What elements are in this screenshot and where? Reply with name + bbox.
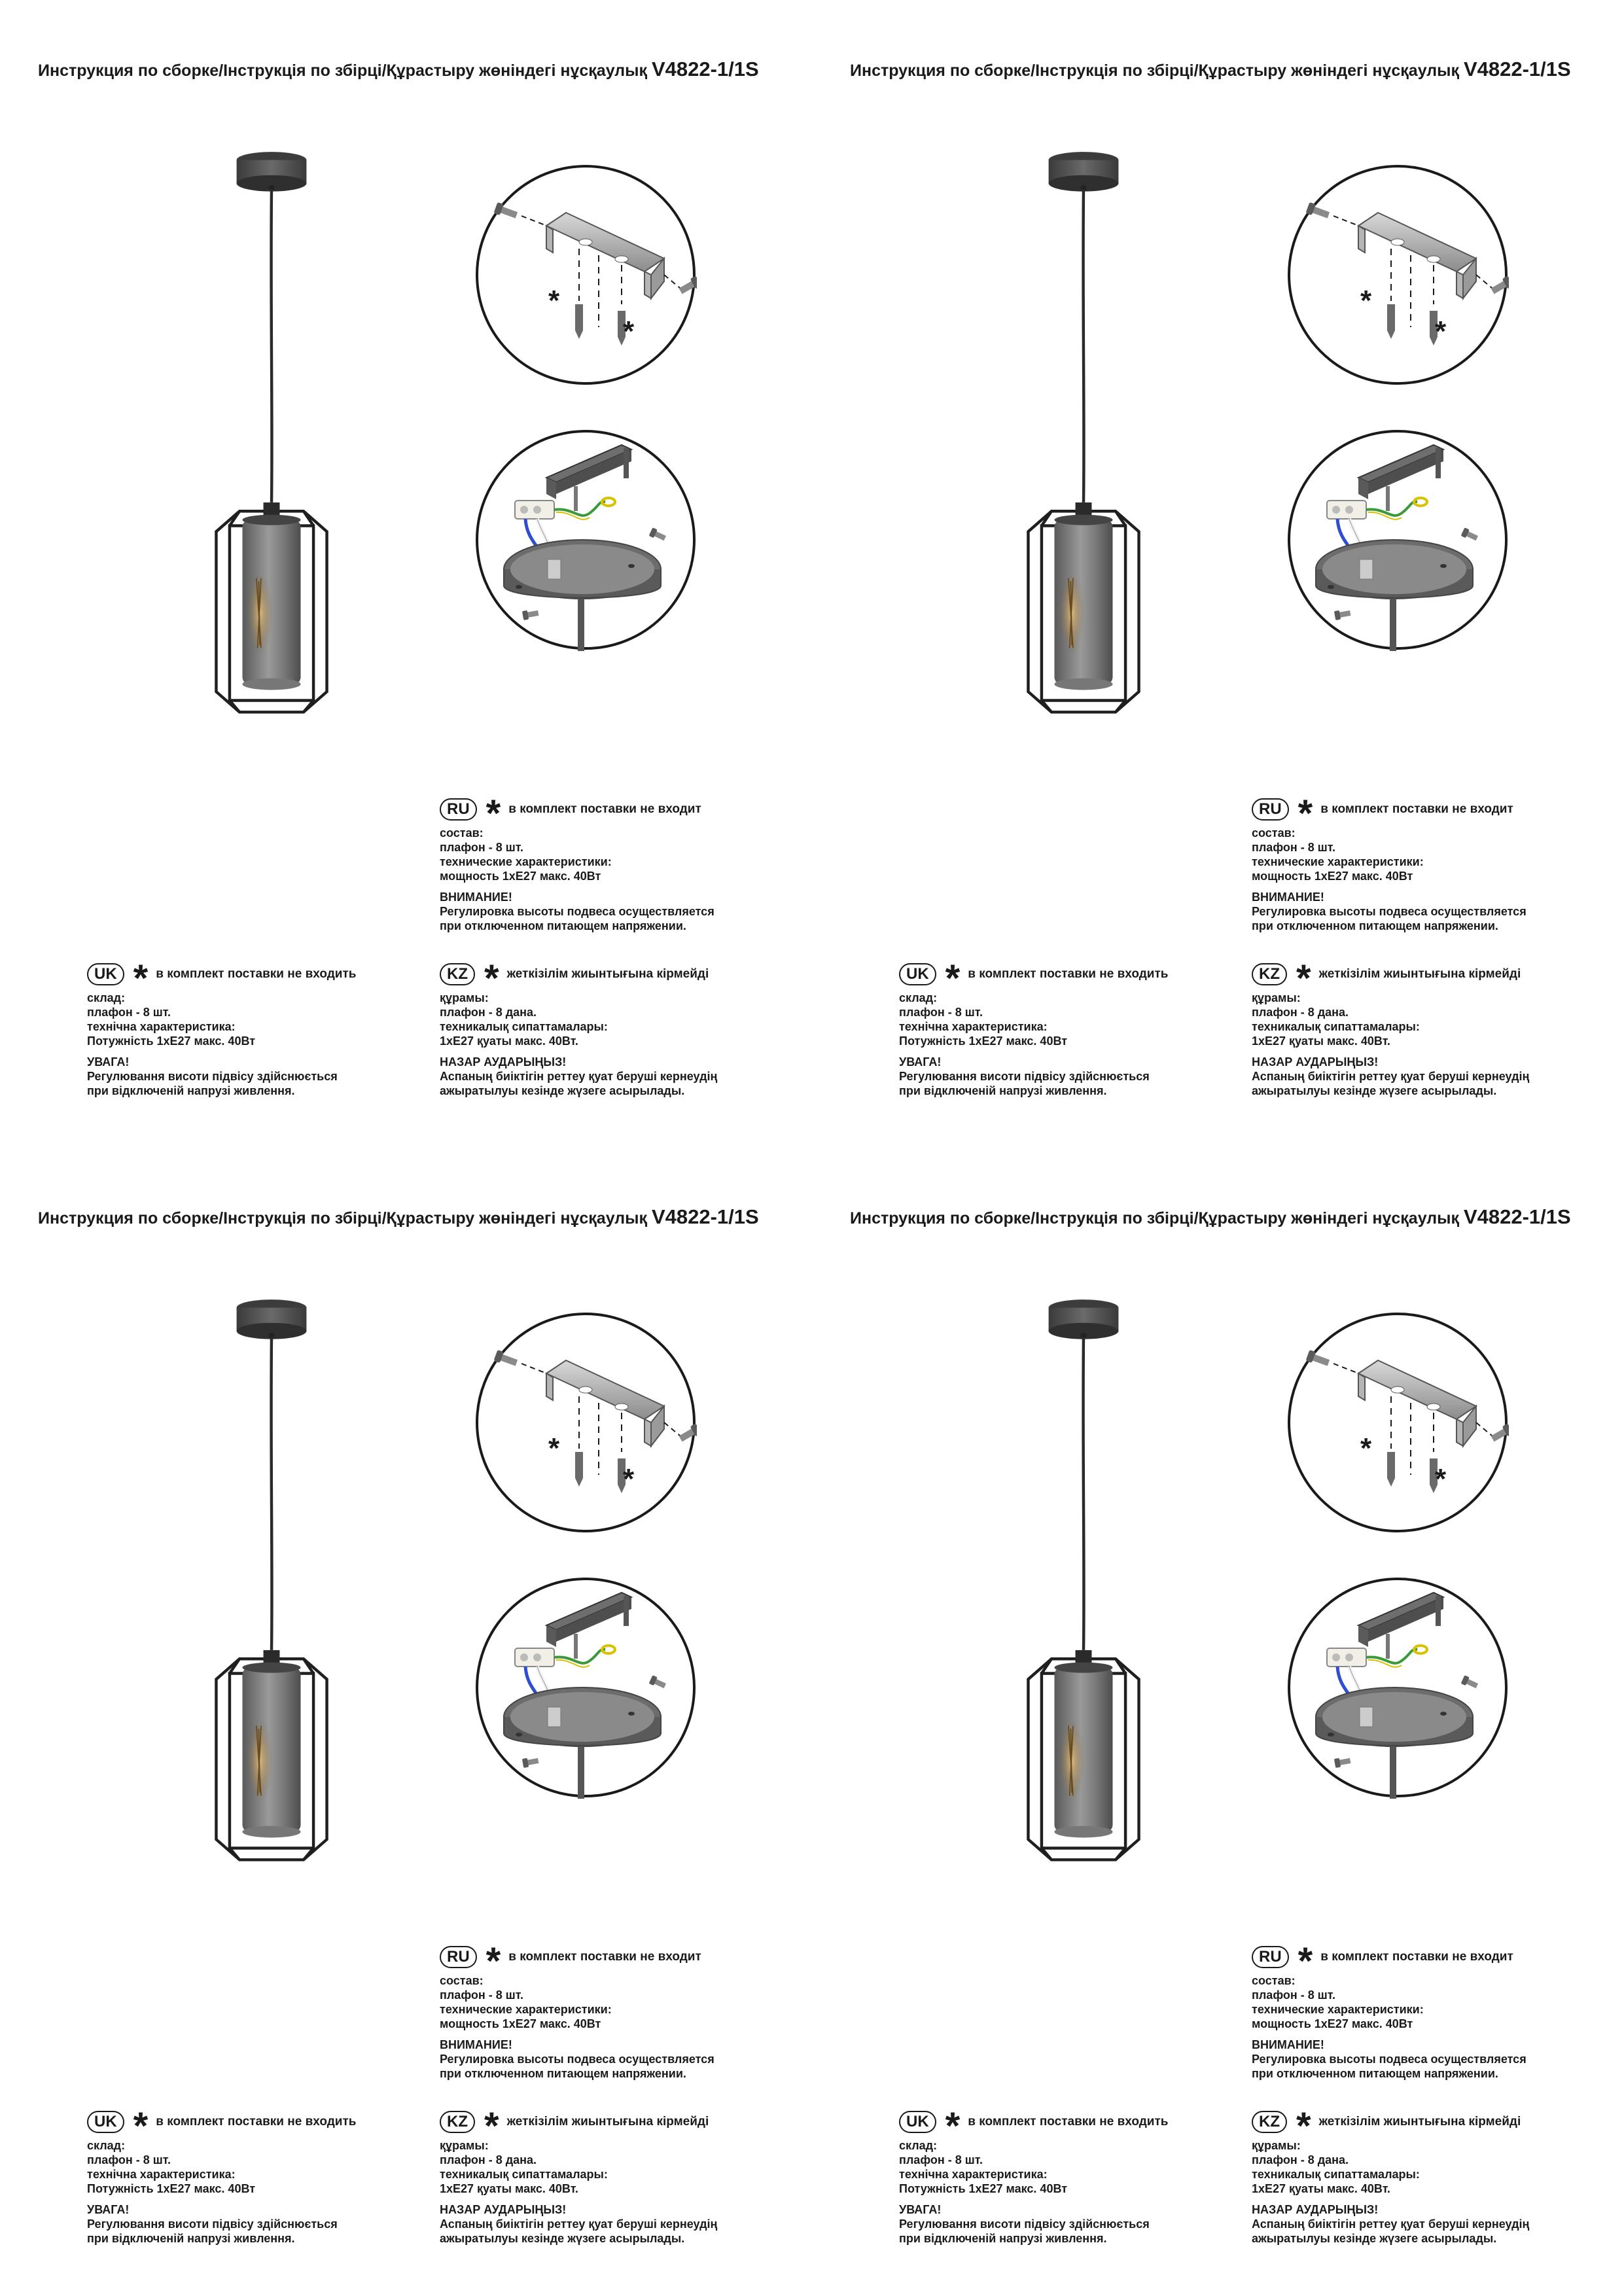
warning-text: Регулювання висоти підвісу здійснюється	[87, 2217, 338, 2231]
warning-text: при отключенном питающем напряжении.	[440, 2067, 686, 2080]
wiring-assembly-icon	[477, 1579, 694, 1799]
warning-text: Аспаның биіктігін реттеу қуат беруші кернеудің	[1252, 2217, 1530, 2231]
specs-label: технічна характеристика:	[87, 1020, 236, 1033]
warning-title: НАЗАР АУДАРЫҢЫЗ!	[440, 2203, 567, 2216]
composition-label: состав:	[1252, 826, 1296, 839]
warning-text: Аспаның биіктігін реттеу қуат беруші кернеудің	[440, 2217, 718, 2231]
asterisk-icon: *	[945, 957, 961, 1000]
specs-label: технические характеристики:	[440, 2003, 612, 2016]
specs-label: технічна характеристика:	[899, 2168, 1048, 2181]
uk-section	[899, 957, 1169, 1098]
not-included-note: в комплект поставки не входит	[508, 1950, 701, 1964]
composition-value: плафон - 8 шт.	[87, 2153, 171, 2166]
specs-value: 1xE27 қуаты макс. 40Вт.	[440, 1034, 578, 1048]
composition-value: плафон - 8 шт.	[87, 1006, 171, 1019]
ru-section	[440, 1940, 715, 2081]
warning-title: УВАГА!	[87, 2203, 130, 2216]
asterisk-icon: *	[1435, 315, 1447, 347]
warning-text: при відключеній напрузі живлення.	[87, 1084, 295, 1097]
warning-text: Аспаның биіктігін реттеу қуат беруші кернеудің	[1252, 1070, 1530, 1083]
kz-section	[1252, 2105, 1530, 2246]
uk-section	[899, 2105, 1169, 2246]
ru-section	[1252, 792, 1527, 933]
instruction-panel-top-right	[812, 0, 1624, 1148]
kz-section	[440, 957, 718, 1098]
specs-label: технічна характеристика:	[87, 2168, 236, 2181]
asterisk-icon: *	[548, 285, 560, 317]
warning-text: Регулировка высоты подвеса осуществляется	[440, 905, 715, 918]
kz-badge: KZ	[440, 963, 475, 985]
warning-text: при отключенном питающем напряжении.	[440, 919, 686, 932]
uk-badge: UK	[899, 2111, 936, 2133]
warning-title: УВАГА!	[899, 1055, 942, 1069]
specs-value: 1xE27 қуаты макс. 40Вт.	[1252, 1034, 1390, 1048]
asterisk-icon: *	[485, 792, 501, 835]
warning-text: Регулировка высоты подвеса осуществляется	[1252, 2053, 1527, 2066]
warning-title: ВНИМАНИЕ!	[440, 2038, 512, 2051]
wiring-assembly-icon	[477, 431, 694, 651]
warning-text: Регулювання висоти підвісу здійснюється	[87, 1070, 338, 1083]
composition-value: плафон - 8 дана.	[440, 1006, 537, 1019]
uk-badge: UK	[899, 963, 936, 985]
ru-badge: RU	[440, 798, 477, 821]
ru-badge: RU	[440, 1946, 477, 1968]
instruction-panel-top-left	[0, 0, 812, 1148]
warning-title: ВНИМАНИЕ!	[440, 891, 512, 904]
mounting-bracket-icon	[477, 166, 701, 383]
specs-label: технические характеристики:	[1252, 2003, 1424, 2016]
wiring-assembly-icon	[1289, 1579, 1506, 1799]
composition-label: состав:	[440, 826, 484, 839]
not-included-note: в комплект поставки не входит	[1320, 802, 1513, 816]
specs-value: мощность 1xE27 макс. 40Вт	[440, 870, 601, 883]
specs-value: мощность 1xE27 макс. 40Вт	[440, 2017, 601, 2030]
kz-badge: KZ	[1252, 963, 1287, 985]
mounting-bracket-icon	[1289, 1314, 1513, 1531]
composition-value: плафон - 8 шт.	[1252, 1988, 1335, 2002]
composition-label: склад:	[87, 2139, 126, 2152]
warning-text: при відключеній напрузі живлення.	[899, 1084, 1107, 1097]
warning-text: Аспаның биіктігін реттеу қуат беруші кернеудің	[440, 1070, 718, 1083]
asterisk-icon: *	[1297, 792, 1313, 835]
warning-text: ажыратылуы кезінде жүзеге асырылады.	[1252, 2232, 1497, 2245]
ru-section	[1252, 1940, 1527, 2081]
asterisk-icon: *	[1296, 957, 1311, 1000]
not-included-note: в комплект поставки не входит	[508, 802, 701, 816]
kz-badge: KZ	[440, 2111, 475, 2133]
ru-badge: RU	[1252, 798, 1289, 821]
not-included-note: в комплект поставки не входить	[156, 967, 357, 981]
composition-label: состав:	[440, 1974, 484, 1987]
composition-value: плафон - 8 дана.	[1252, 2153, 1349, 2166]
warning-title: УВАГА!	[899, 2203, 942, 2216]
instruction-panel-bottom-left	[0, 1148, 812, 2295]
asterisk-icon: *	[1360, 1432, 1372, 1464]
ru-section	[440, 792, 715, 933]
asterisk-icon: *	[133, 2105, 149, 2147]
not-included-note: в комплект поставки не входить	[968, 2115, 1169, 2128]
ru-badge: RU	[1252, 1946, 1289, 1968]
composition-label: склад:	[899, 2139, 938, 2152]
not-included-note: жеткізілім жиынтығына кірмейді	[1318, 2115, 1521, 2128]
kz-section	[440, 2105, 718, 2246]
composition-value: плафон - 8 шт.	[899, 1006, 983, 1019]
composition-value: плафон - 8 шт.	[899, 2153, 983, 2166]
warning-text: при отключенном питающем напряжении.	[1252, 2067, 1498, 2080]
pendant-lamp-icon	[216, 152, 327, 712]
warning-text: при відключеній напрузі живлення.	[899, 2232, 1107, 2245]
asterisk-icon: *	[133, 957, 149, 1000]
mounting-bracket-icon	[477, 1314, 701, 1531]
kz-badge: KZ	[1252, 2111, 1287, 2133]
pendant-lamp-icon	[1028, 152, 1139, 712]
specs-label: техникалық сипаттамалары:	[440, 1020, 608, 1033]
page-title: Инструкция по сборке/Інструкція по збірці/Құрастыру жөніндегі нұсқаулық V4822-1/1S	[38, 58, 759, 80]
specs-value: мощность 1xE27 макс. 40Вт	[1252, 2017, 1413, 2030]
uk-section	[87, 2105, 357, 2246]
not-included-note: в комплект поставки не входить	[968, 967, 1169, 981]
not-included-note: в комплект поставки не входить	[156, 2115, 357, 2128]
specs-label: техникалық сипаттамалары:	[440, 2168, 608, 2181]
warning-title: УВАГА!	[87, 1055, 130, 1069]
pendant-lamp-icon	[216, 1299, 327, 1860]
asterisk-icon: *	[1360, 285, 1372, 317]
specs-label: техникалық сипаттамалары:	[1252, 2168, 1420, 2181]
warning-title: НАЗАР АУДАРЫҢЫЗ!	[440, 1055, 567, 1069]
pendant-lamp-icon	[1028, 1299, 1139, 1860]
asterisk-icon: *	[485, 1940, 501, 1983]
asterisk-icon: *	[1296, 2105, 1311, 2147]
warning-text: ажыратылуы кезінде жүзеге асырылады.	[1252, 1084, 1497, 1097]
asterisk-icon: *	[945, 2105, 961, 2147]
composition-label: склад:	[87, 991, 126, 1004]
warning-text: ажыратылуы кезінде жүзеге асырылады.	[440, 2232, 685, 2245]
asterisk-icon: *	[484, 2105, 499, 2147]
specs-label: техникалық сипаттамалары:	[1252, 1020, 1420, 1033]
asterisk-icon: *	[623, 315, 635, 347]
uk-badge: UK	[87, 963, 124, 985]
warning-title: НАЗАР АУДАРЫҢЫЗ!	[1252, 2203, 1379, 2216]
warning-text: ажыратылуы кезінде жүзеге асырылады.	[440, 1084, 685, 1097]
page-title: Инструкция по сборке/Інструкція по збірці/Құрастыру жөніндегі нұсқаулық V4822-1/1S	[38, 1205, 759, 1228]
page-title: Инструкция по сборке/Інструкція по збірці/Құрастыру жөніндегі нұсқаулық V4822-1/1S	[850, 58, 1571, 80]
instruction-panel-bottom-right	[812, 1148, 1624, 2295]
composition-label: склад:	[899, 991, 938, 1004]
composition-value: плафон - 8 дана.	[440, 2153, 537, 2166]
asterisk-icon: *	[484, 957, 499, 1000]
composition-value: плафон - 8 шт.	[440, 1988, 523, 2002]
warning-text: Регулювання висоти підвісу здійснюється	[899, 1070, 1150, 1083]
asterisk-icon: *	[623, 1463, 635, 1495]
asterisk-icon: *	[548, 1432, 560, 1464]
specs-value: Потужність 1хЕ27 макс. 40Вт	[899, 2182, 1068, 2195]
composition-value: плафон - 8 дана.	[1252, 1006, 1349, 1019]
specs-label: технические характеристики:	[440, 855, 612, 868]
specs-value: 1xE27 қуаты макс. 40Вт.	[440, 2182, 578, 2195]
composition-value: плафон - 8 шт.	[440, 841, 523, 854]
mounting-bracket-icon	[1289, 166, 1513, 383]
specs-label: технічна характеристика:	[899, 1020, 1048, 1033]
not-included-note: жеткізілім жиынтығына кірмейді	[506, 967, 709, 981]
asterisk-icon: *	[1297, 1940, 1313, 1983]
composition-label: құрамы:	[440, 2139, 489, 2152]
kz-section	[1252, 957, 1530, 1098]
specs-label: технические характеристики:	[1252, 855, 1424, 868]
not-included-note: в комплект поставки не входит	[1320, 1950, 1513, 1964]
specs-value: Потужність 1хЕ27 макс. 40Вт	[899, 1034, 1068, 1048]
composition-label: құрамы:	[1252, 991, 1301, 1004]
composition-label: құрамы:	[440, 991, 489, 1004]
specs-value: Потужність 1хЕ27 макс. 40Вт	[87, 1034, 256, 1048]
page-title: Инструкция по сборке/Інструкція по збірці/Құрастыру жөніндегі нұсқаулық V4822-1/1S	[850, 1205, 1571, 1228]
specs-value: 1xE27 қуаты макс. 40Вт.	[1252, 2182, 1390, 2195]
uk-badge: UK	[87, 2111, 124, 2133]
specs-value: мощность 1xE27 макс. 40Вт	[1252, 870, 1413, 883]
specs-value: Потужність 1хЕ27 макс. 40Вт	[87, 2182, 256, 2195]
asterisk-icon: *	[1435, 1463, 1447, 1495]
wiring-assembly-icon	[1289, 431, 1506, 651]
composition-label: состав:	[1252, 1974, 1296, 1987]
warning-text: Регулювання висоти підвісу здійснюється	[899, 2217, 1150, 2231]
not-included-note: жеткізілім жиынтығына кірмейді	[1318, 967, 1521, 981]
uk-section	[87, 957, 357, 1098]
not-included-note: жеткізілім жиынтығына кірмейді	[506, 2115, 709, 2128]
warning-text: Регулировка высоты подвеса осуществляется	[1252, 905, 1527, 918]
warning-text: при відключеній напрузі живлення.	[87, 2232, 295, 2245]
composition-label: құрамы:	[1252, 2139, 1301, 2152]
warning-title: НАЗАР АУДАРЫҢЫЗ!	[1252, 1055, 1379, 1069]
warning-title: ВНИМАНИЕ!	[1252, 2038, 1324, 2051]
composition-value: плафон - 8 шт.	[1252, 841, 1335, 854]
warning-title: ВНИМАНИЕ!	[1252, 891, 1324, 904]
warning-text: при отключенном питающем напряжении.	[1252, 919, 1498, 932]
warning-text: Регулировка высоты подвеса осуществляется	[440, 2053, 715, 2066]
